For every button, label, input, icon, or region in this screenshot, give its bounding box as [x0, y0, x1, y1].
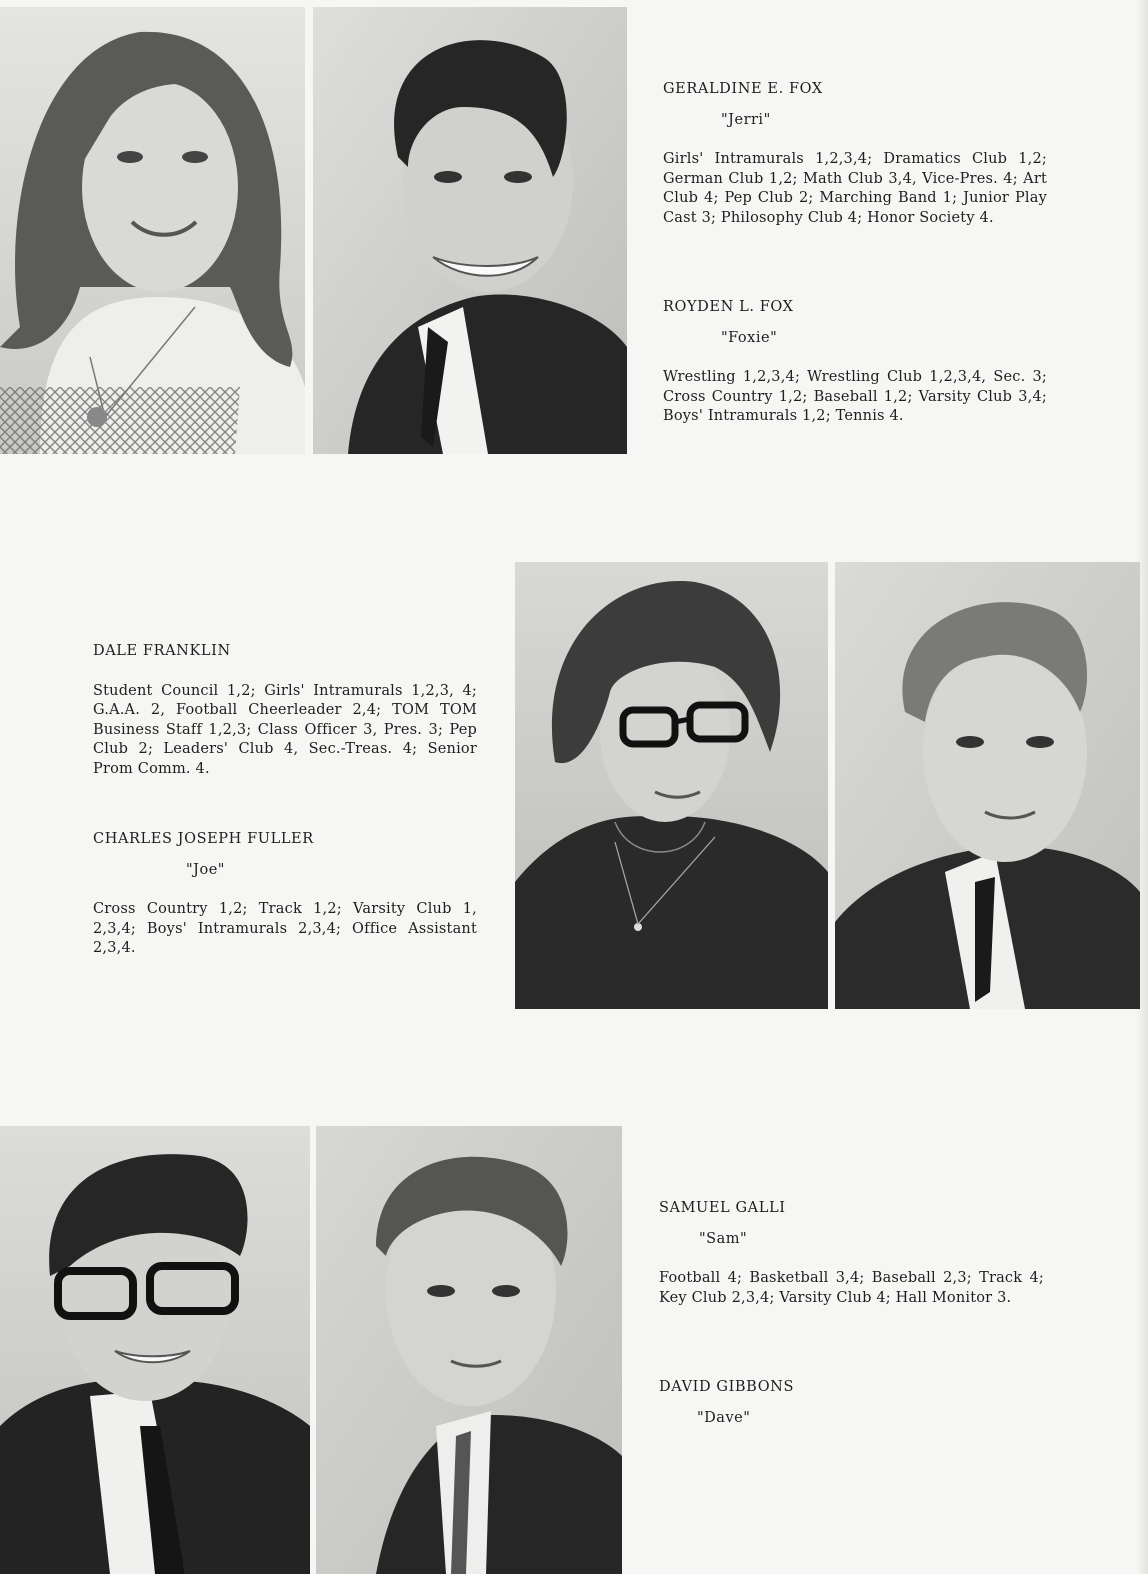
student-activities: Cross Country 1,2; Track 1,2; Varsity Club 1, 2,3,4; Boys' Intramurals 2,3,4; Office Assistant 2,3,4. — [93, 901, 477, 956]
student-nickname: "Foxie" — [721, 329, 778, 346]
student-nickname: "Joe" — [186, 861, 225, 878]
portrait-photo-samuel-galli — [0, 1126, 310, 1574]
student-name: DAVID GIBBONS — [659, 1379, 795, 1395]
student-activities: Football 4; Basketball 3,4; Baseball 2,3; Track 4; Key Club 2,3,4; Varsity Club 4; Hall Monitor 3. — [659, 1270, 1044, 1306]
student-entry-samuel-galli — [659, 1199, 1044, 1308]
student-entry-david-gibbons — [659, 1378, 1044, 1428]
student-entry-charles-fuller — [93, 830, 477, 959]
student-name: ROYDEN L. FOX — [663, 299, 794, 315]
student-activities: Student Council 1,2; Girls' Intramurals 1,2,3, 4; G.A.A. 2, Football Cheerleader 2,4; TOM TOM Business Staff 1,2,3; Class Officer 3, Pres. 3; Pep Club 2; Leaders' Club 4, Sec.-Treas. 4; Senior Prom Comm. 4. — [93, 682, 477, 777]
student-nickname: "Dave" — [697, 1409, 751, 1426]
portrait-photo-dale-franklin — [515, 562, 828, 1009]
student-entry-royden-fox — [663, 298, 1047, 427]
student-entry-geraldine-fox — [663, 80, 1047, 228]
student-entry-dale-franklin — [93, 642, 477, 779]
portrait-photo-geraldine-fox — [0, 7, 305, 454]
portrait-photo-charles-fuller — [835, 562, 1140, 1009]
student-nickname: "Jerri" — [721, 111, 771, 128]
student-name: SAMUEL GALLI — [659, 1200, 786, 1216]
portrait-photo-david-gibbons — [316, 1126, 622, 1574]
student-nickname: "Sam" — [699, 1230, 748, 1247]
portrait-photo-royden-fox — [313, 7, 627, 454]
student-activities: Girls' Intramurals 1,2,3,4; Dramatics Club 1,2; German Club 1,2; Math Club 3,4, Vice-Pres. 4; Art Club 4; Pep Club 2; Marching Band 1; Junior Play Cast 3; Philosophy Club 4; Honor Society 4. — [663, 151, 1047, 226]
student-name: CHARLES JOSEPH FULLER — [93, 831, 314, 847]
student-name: DALE FRANKLIN — [93, 643, 231, 659]
student-name: GERALDINE E. FOX — [663, 81, 823, 97]
student-activities: Wrestling 1,2,3,4; Wrestling Club 1,2,3,4, Sec. 3; Cross Country 1,2; Baseball 1,2; Varsity Club 3,4; Boys' Intramurals 1,2; Tennis 4. — [663, 369, 1047, 424]
